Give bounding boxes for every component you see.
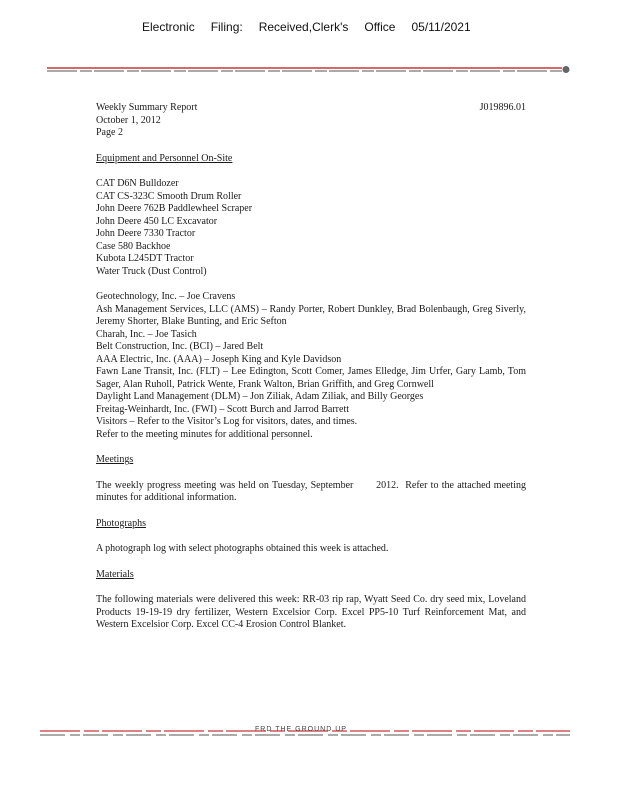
equipment-item: John Deere 450 LC Excavator: [96, 215, 218, 227]
equipment-item: John Deere 762B Paddlewheel Scraper: [96, 203, 253, 214]
report-page: [96, 102, 529, 632]
filing-received: Received,Clerk's: [258, 20, 349, 34]
materials-heading: Materials: [96, 568, 134, 580]
page-number: Page 2: [96, 127, 123, 138]
equipment-item: John Deere 7330 Tractor: [96, 228, 196, 239]
report-date: October 1, 2012: [96, 114, 161, 126]
top-rule: [47, 66, 572, 73]
report-title: Weekly Summary Report: [96, 102, 198, 113]
personnel-line: Fawn Lane Transit, Inc. (FLT) – Lee Edington, Scott Comer, James Elledge, Jim Urfer, Gary Lamb, Tom Sager, Alan Ruholl, Patrick Wente, Frank Walton, Brian Griffith, and Greg Cornwell: [96, 366, 526, 390]
equipment-item: CAT CS-323C Smooth Drum Roller: [96, 190, 242, 202]
equipment-heading: Equipment and Personnel On-Site: [96, 152, 233, 164]
equipment-item: CAT D6N Bulldozer: [96, 178, 179, 189]
personnel-line: Charah, Inc. – Joe Tasich: [96, 328, 197, 340]
photographs-text: A photograph log with select photographs obtained this week is attached.: [96, 543, 389, 554]
materials-text: The following materials were delivered this week: RR-03 rip rap, Wyatt Seed Co. dry seed mix, Loveland Products 19-19-19 dry fertilizer, Western Excelsior Corp. Excel PP5-10 Turf Reinforcement Mat, and Western Excelsior Corp. Excel CC-4 Erosion Control Blanket.: [96, 594, 526, 630]
personnel-line: Daylight Land Management (DLM) – Jon Ziliak, Adam Ziliak, and Billy Georges: [96, 391, 424, 402]
personnel-line: Visitors – Refer to the Visitor’s Log for visitors, dates, and times.: [96, 416, 358, 427]
filing-office: Office: [364, 20, 396, 34]
personnel-line: AAA Electric, Inc. (AAA) – Joseph King and Kyle Davidson: [96, 353, 342, 365]
personnel-line: Geotechnology, Inc. – Joe Cravens: [96, 291, 236, 302]
equipment-item: Case 580 Backhoe: [96, 240, 171, 252]
personnel-line: Refer to the meeting minutes for additional personnel.: [96, 428, 313, 440]
personnel-line: Ash Management Services, LLC (AMS) – Randy Porter, Robert Dunkley, Brad Bolenbaugh, Greg Siverly, Jeremy Shorter, Blake Bunting, and Eric Sefton: [96, 303, 526, 327]
equipment-item: Kubota L245DT Tractor: [96, 253, 194, 264]
equipment-item: Water Truck (Dust Control): [96, 265, 207, 277]
personnel-line: Freitag-Weinhardt, Inc. (FWI) – Scott Burch and Jarrod Barrett: [96, 403, 350, 415]
filing-date: 05/11/2021: [411, 20, 471, 34]
personnel-list: [96, 291, 526, 441]
meetings-heading: Meetings: [96, 454, 134, 465]
electronic-filing-stamp: [142, 20, 487, 34]
filing-label: Filing:: [210, 20, 243, 34]
footer-stamp-text: FRD THE GROUND UP: [255, 726, 347, 733]
equipment-list: [96, 178, 526, 278]
filing-electronic: Electronic: [142, 20, 195, 34]
personnel-line: Belt Construction, Inc. (BCI) – Jared Belt: [96, 341, 264, 352]
photographs-heading: Photographs: [96, 517, 146, 529]
document-id: J019896.01: [479, 102, 526, 113]
meetings-text: The weekly progress meeting was held on Tuesday, September 2012. Refer to the attached meeting minutes for additional information.: [96, 479, 529, 503]
